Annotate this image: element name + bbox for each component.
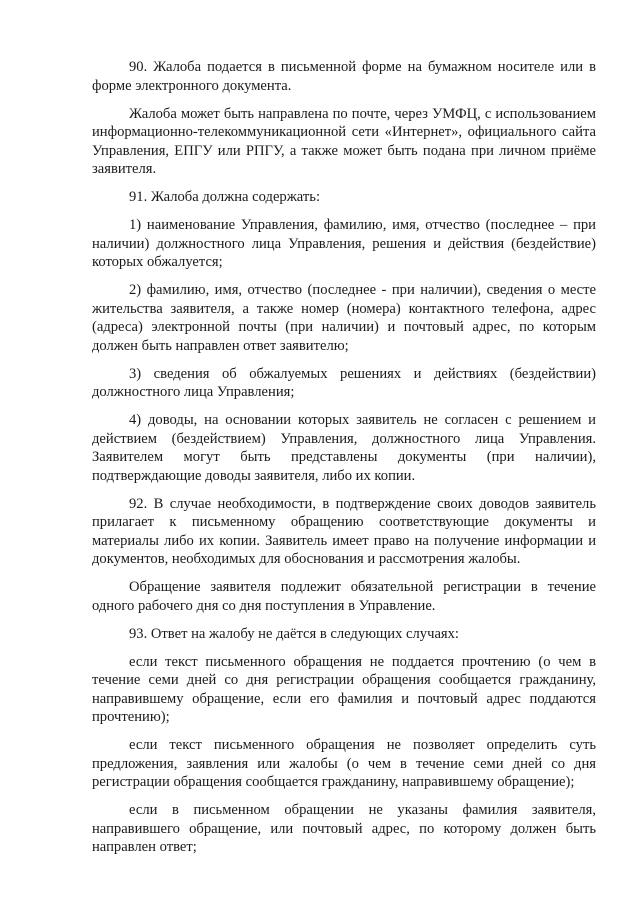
- list-item-2: 2) фамилию, имя, отчество (последнее - при наличии), сведения о месте жительства заявителя, а также номер (номера) контактного телефона, адрес (адреса) электронной почты (при наличии) и почтовый адрес, по которым должен быть направлен ответ заявителю;: [92, 282, 596, 354]
- paragraph-91: 91. Жалоба должна содержать:: [129, 189, 320, 205]
- case-missing-name-address: если в письменном обращении не указаны фамилия заявителя, направившего обращение, или почтовый адрес, по которому должен быть направлен ответ;: [92, 802, 596, 855]
- document-page: [92, 58, 596, 866]
- paragraph-submission-channels: Жалоба может быть направлена по почте, через УМФЦ, с использованием информационно-телекоммуникационной сети «Интернет», официального сайта Управления, ЕПГУ или РПГУ, а также может быть подана при личном приёме заявителя.: [92, 105, 596, 177]
- list-item-1: 1) наименование Управления, фамилию, имя, отчество (последнее – при наличии) должностного лица Управления, решения и действия (бездействие) которых обжалуется;: [92, 217, 596, 270]
- paragraph-registration: Обращение заявителя подлежит обязательной регистрации в течение одного рабочего дня со дня поступления в Управление.: [92, 579, 596, 614]
- paragraph-90: 90. Жалоба подается в письменной форме на бумажном носителе или в форме электронного документа.: [92, 59, 596, 94]
- paragraph-93: 93. Ответ на жалобу не даётся в следующих случаях:: [129, 625, 459, 642]
- case-unreadable-text: если текст письменного обращения не поддается прочтению (о чем в течение семи дней со дня регистрации обращения сообщается гражданину, направившему обращение, если его фамилия и почтовый адрес поддаются прочтению);: [92, 653, 596, 725]
- paragraph-92: 92. В случае необходимости, в подтверждение своих доводов заявитель прилагает к письменному обращению соответствующие документы и материалы либо их копии. Заявитель имеет право на получение информации и документов, необходимых для обоснования и рассмотрения жалобы.: [92, 495, 596, 567]
- list-item-4: 4) доводы, на основании которых заявитель не согласен с решением и действием (бездействием) Управления, должностного лица Управления. Заявителем могут быть представлены документы (при наличии), подтверждающие доводы заявителя, либо их копии.: [92, 412, 596, 484]
- list-item-3: 3) сведения об обжалуемых решениях и действиях (бездействии) должностного лица Управления;: [92, 365, 596, 400]
- case-unclear-substance: если текст письменного обращения не позволяет определить суть предложения, заявления или жалобы (о чем в течение семи дней со дня регистрации обращения сообщается гражданину, направившему обращение);: [92, 737, 596, 790]
